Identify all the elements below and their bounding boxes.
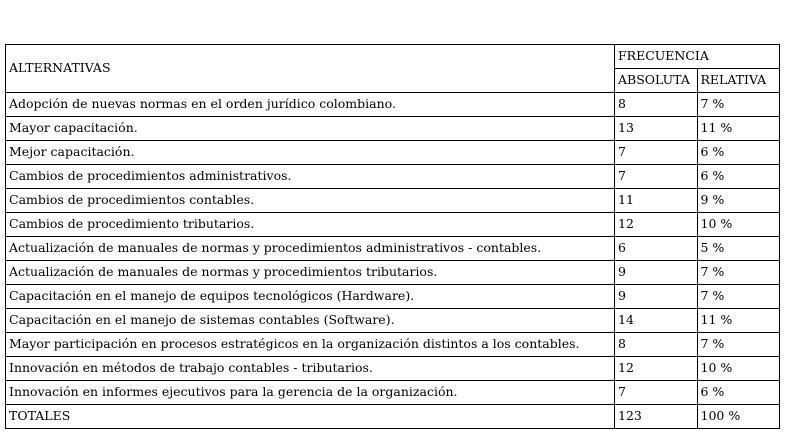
row-absoluta: 11	[615, 189, 698, 213]
row-absoluta: 13	[615, 117, 698, 141]
table-row	[6, 117, 780, 141]
table-row	[6, 261, 780, 285]
row-relativa: 7 %	[697, 261, 780, 285]
header-alternativas: ALTERNATIVAS	[6, 45, 615, 93]
row-absoluta: 12	[615, 213, 698, 237]
table-body	[6, 45, 780, 429]
header-absoluta: ABSOLUTA	[615, 69, 698, 93]
row-relativa: 10 %	[697, 213, 780, 237]
row-label: Mayor participación en procesos estratégicos en la organización distintos a los contables.	[6, 333, 615, 357]
row-label: Cambios de procedimiento tributarios.	[6, 213, 615, 237]
row-absoluta: 9	[615, 285, 698, 309]
row-relativa: 7 %	[697, 93, 780, 117]
row-absoluta: 7	[615, 141, 698, 165]
row-relativa: 5 %	[697, 237, 780, 261]
row-label: Cambios de procedimientos contables.	[6, 189, 615, 213]
row-absoluta: 9	[615, 261, 698, 285]
totals-relativa: 100 %	[697, 405, 780, 429]
row-relativa: 11 %	[697, 117, 780, 141]
header-relativa: RELATIVA	[697, 69, 780, 93]
row-absoluta: 6	[615, 237, 698, 261]
header-frecuencia: FRECUENCIA	[615, 45, 780, 69]
row-absoluta: 8	[615, 93, 698, 117]
row-label: Adopción de nuevas normas en el orden jurídico colombiano.	[6, 93, 615, 117]
row-label: Capacitación en el manejo de equipos tecnológicos (Hardware).	[6, 285, 615, 309]
header-row-top	[6, 45, 780, 69]
row-relativa: 9 %	[697, 189, 780, 213]
row-label: Innovación en métodos de trabajo contables - tributarios.	[6, 357, 615, 381]
row-relativa: 11 %	[697, 309, 780, 333]
table-row	[6, 165, 780, 189]
frequency-table	[5, 44, 780, 429]
row-relativa: 6 %	[697, 381, 780, 405]
table-row	[6, 93, 780, 117]
row-relativa: 7 %	[697, 285, 780, 309]
table-row	[6, 381, 780, 405]
table-row	[6, 309, 780, 333]
row-relativa: 7 %	[697, 333, 780, 357]
table-row	[6, 189, 780, 213]
row-label: Innovación en informes ejecutivos para la gerencia de la organización.	[6, 381, 615, 405]
row-absoluta: 8	[615, 333, 698, 357]
row-label: Actualización de manuales de normas y procedimientos administrativos - contables.	[6, 237, 615, 261]
row-absoluta: 7	[615, 165, 698, 189]
table-row	[6, 213, 780, 237]
row-relativa: 10 %	[697, 357, 780, 381]
totals-absoluta: 123	[615, 405, 698, 429]
totals-row	[6, 405, 780, 429]
row-absoluta: 14	[615, 309, 698, 333]
table-row	[6, 333, 780, 357]
row-label: Mejor capacitación.	[6, 141, 615, 165]
table-row	[6, 357, 780, 381]
row-label: Cambios de procedimientos administrativos.	[6, 165, 615, 189]
table-row	[6, 141, 780, 165]
row-absoluta: 7	[615, 381, 698, 405]
row-label: Actualización de manuales de normas y procedimientos tributarios.	[6, 261, 615, 285]
table-row	[6, 237, 780, 261]
row-relativa: 6 %	[697, 165, 780, 189]
row-absoluta: 12	[615, 357, 698, 381]
table-row	[6, 285, 780, 309]
totals-label: TOTALES	[6, 405, 615, 429]
row-label: Capacitación en el manejo de sistemas contables (Software).	[6, 309, 615, 333]
row-label: Mayor capacitación.	[6, 117, 615, 141]
row-relativa: 6 %	[697, 141, 780, 165]
